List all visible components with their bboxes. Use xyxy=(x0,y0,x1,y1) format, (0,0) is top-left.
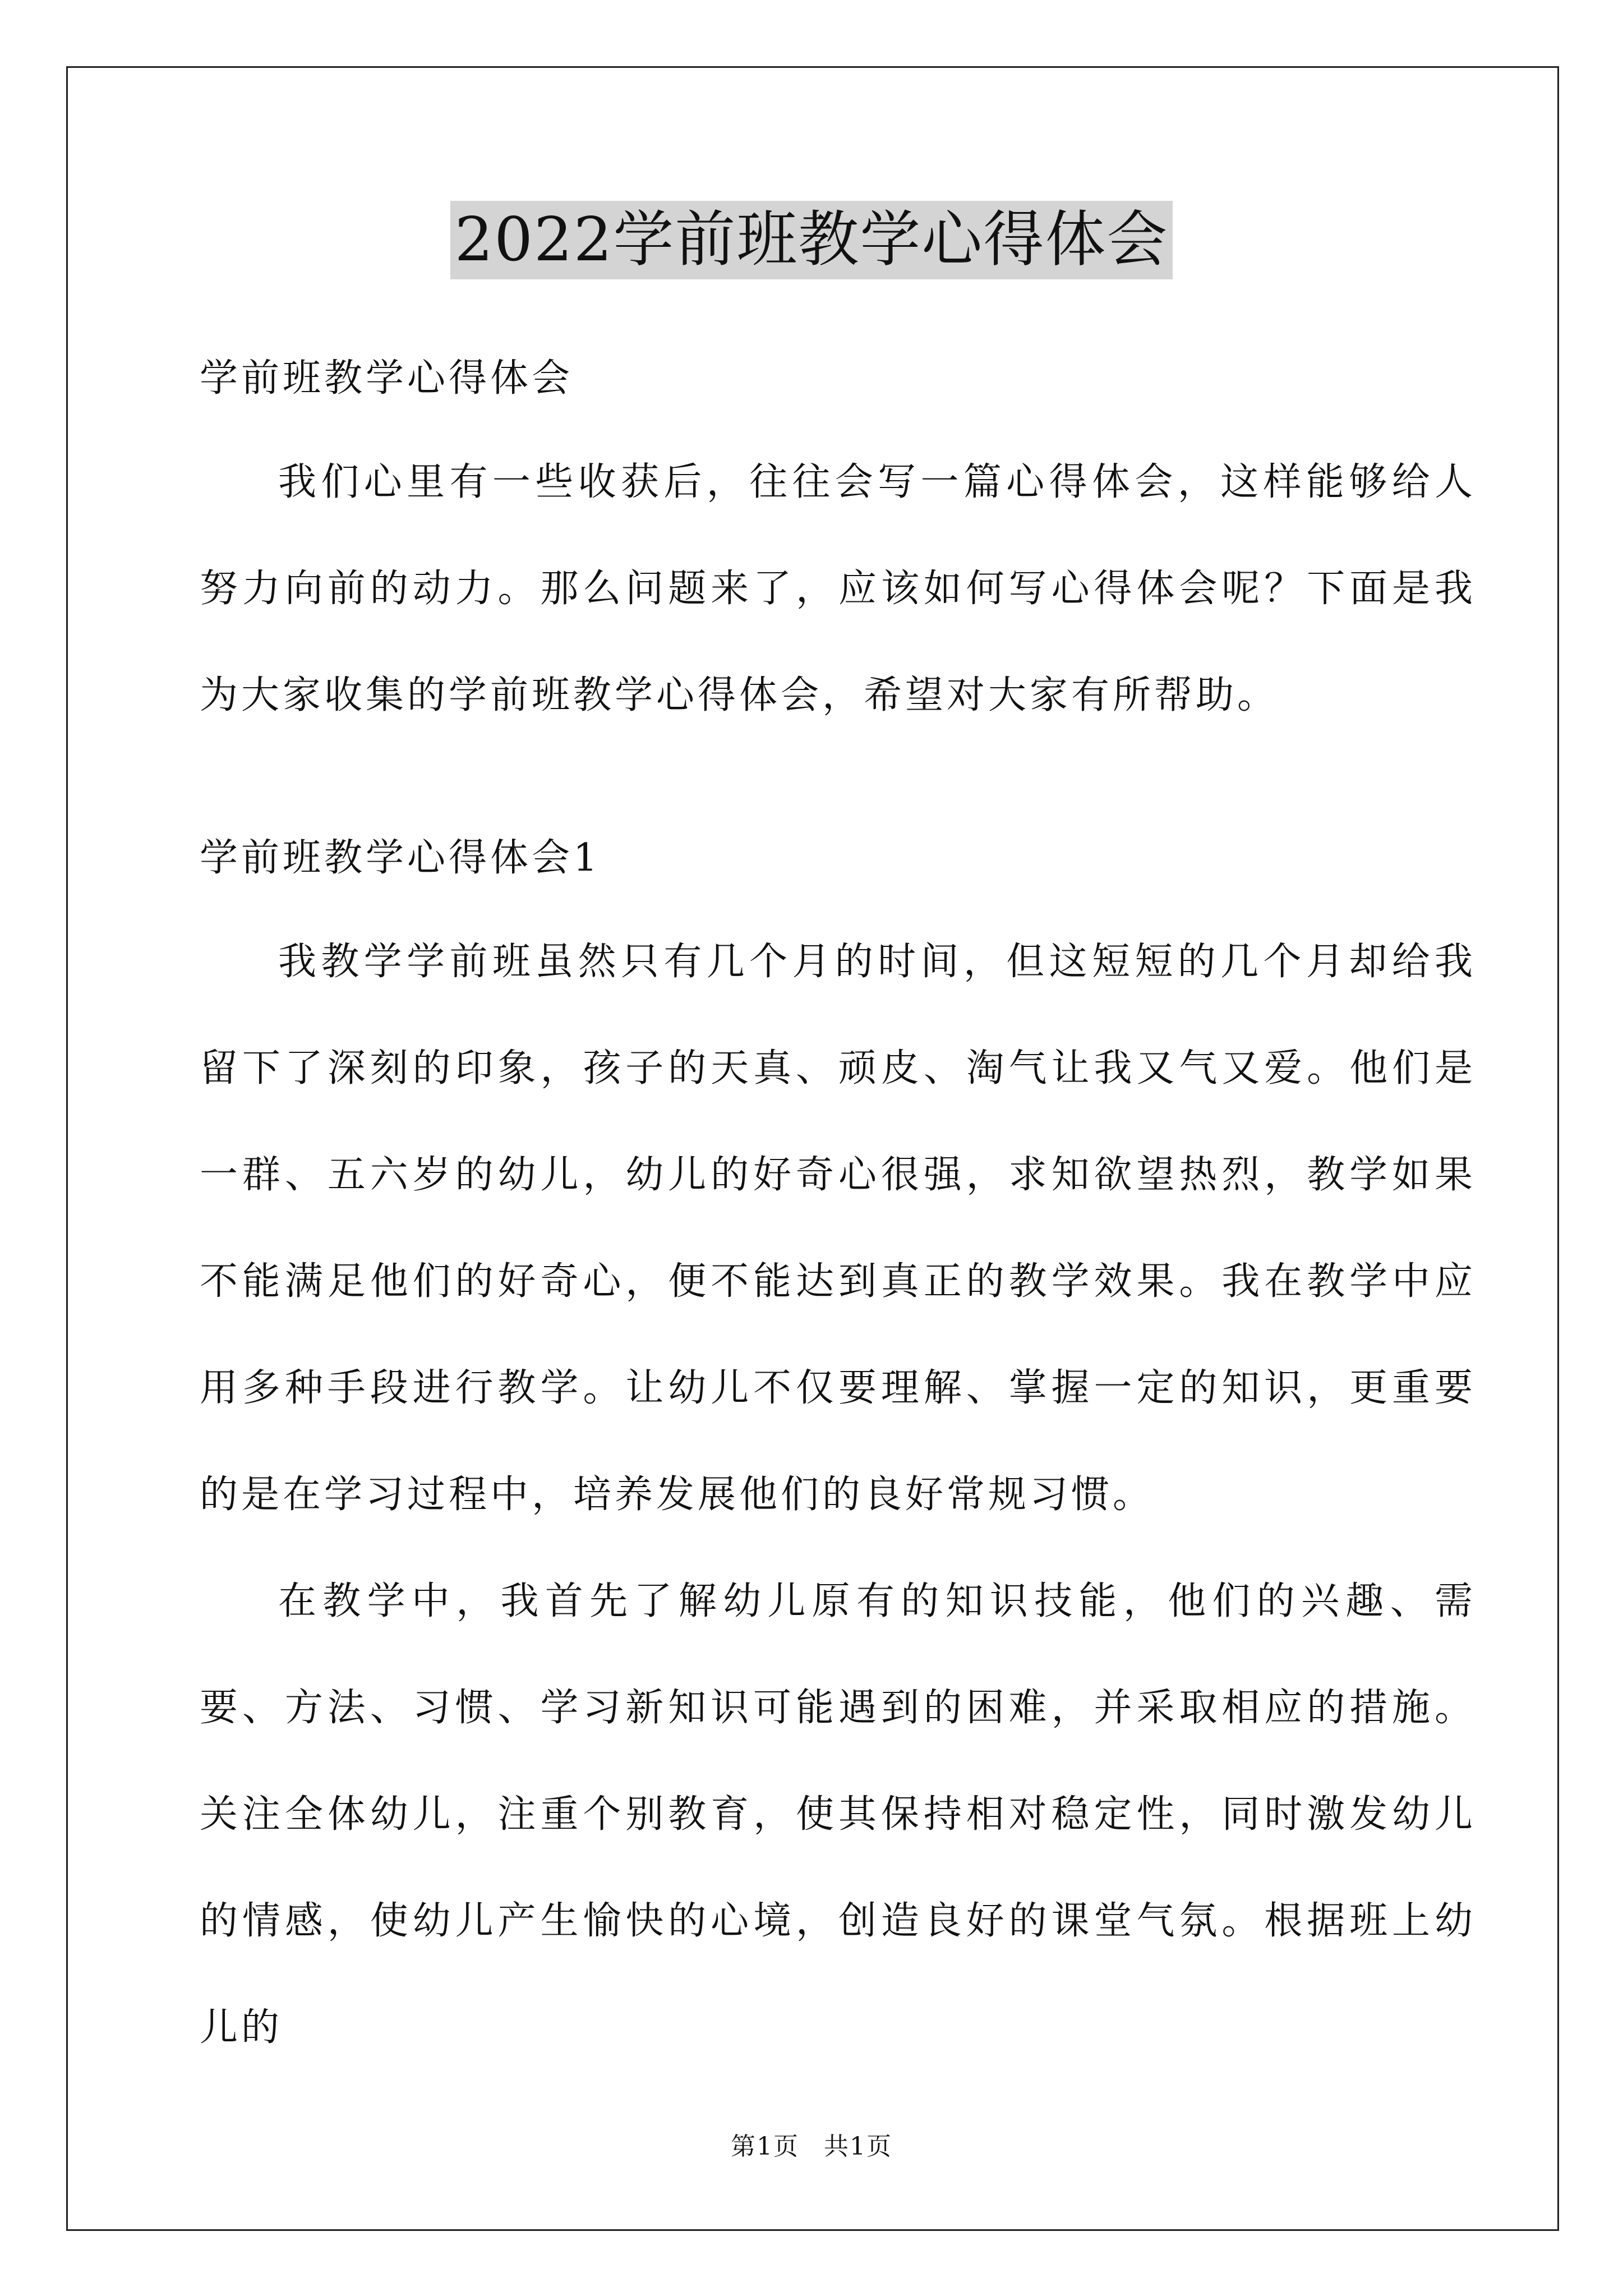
document-title: 2022学前班教学心得体会 xyxy=(450,201,1173,279)
body-paragraph: 在教学中，我首先了解幼儿原有的知识技能，他们的兴趣、需要、方法、习惯、学习新知识可能遇到的困难，并采取相应的措施。关注全体幼儿，注重个别教育，使其保持相对稳定性，同时激发幼儿的情感，使幼儿产生愉快的心境，创造良好的课堂气氛。根据班上幼儿的 xyxy=(200,1579,1476,2050)
page-footer xyxy=(0,2126,1623,2162)
document-body xyxy=(200,345,1476,2081)
document-subtitle: 学前班教学心得体会 xyxy=(200,356,574,401)
section-heading: 学前班教学心得体会1 xyxy=(200,836,601,880)
page-number-total: 共1页 xyxy=(824,2132,892,2161)
title-container xyxy=(0,201,1623,279)
body-paragraph: 我教学学前班虽然只有几个月的时间，但这短短的几个月却给我留下了深刻的印象，孩子的天真、顽皮、淘气让我又气又爱。他们是一群、五六岁的幼儿，幼儿的好奇心很强，求知欲望热烈，教学如果不能满足他们的好奇心，便不能达到真正的教学效果。我在教学中应用多种手段进行教学。让幼儿不仅要理解、掌握一定的知识，更重要的是在学习过程中，培养发展他们的良好常规习惯。 xyxy=(200,940,1476,1517)
page-number-current: 第1页 xyxy=(731,2132,799,2161)
intro-paragraph: 我们心里有一些收获后，往往会写一篇心得体会，这样能够给人努力向前的动力。那么问题来了，应该如何写心得体会呢？下面是我为大家收集的学前班教学心得体会，希望对大家有所帮助。 xyxy=(200,460,1476,717)
